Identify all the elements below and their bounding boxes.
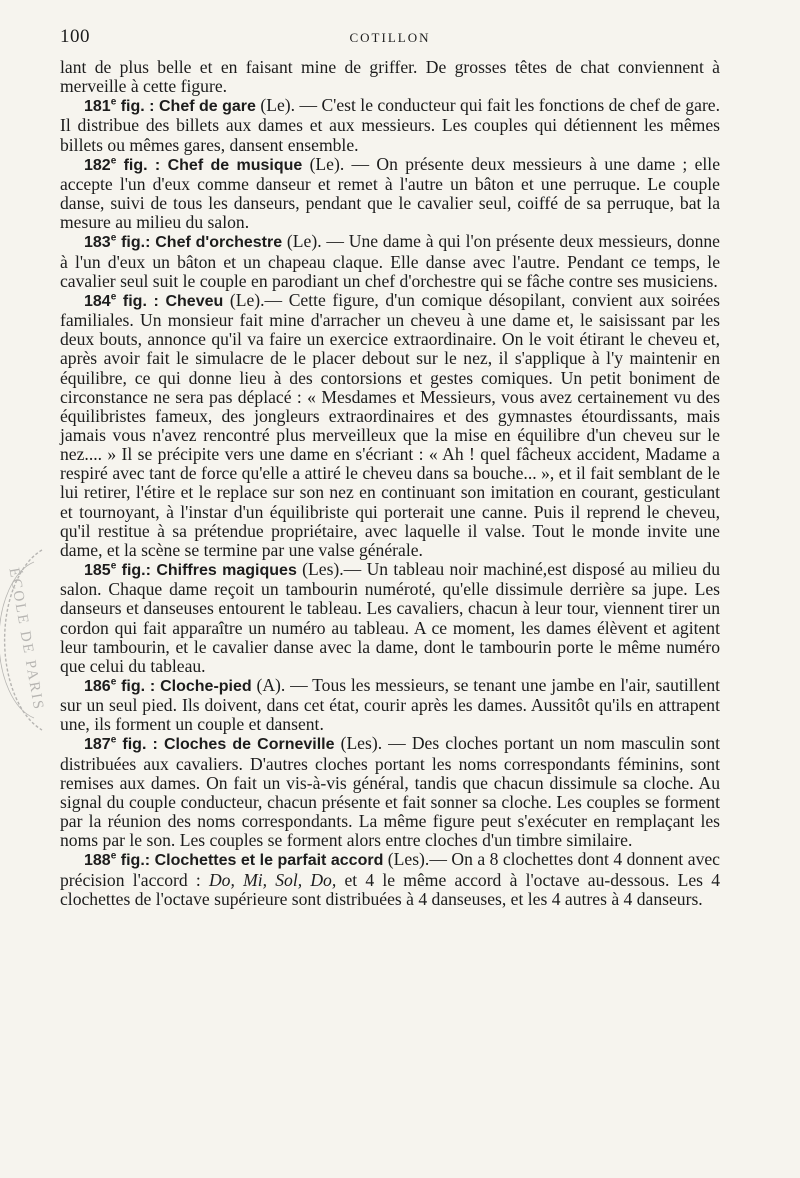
figure-entry-184 <box>60 291 720 560</box>
figure-title: Cheveu <box>165 292 224 310</box>
figure-description: (Le).— Cette figure, d'un comique désopilant, convient aux soirées familiales. Un monsieur fait mine d'arracher un cheveu à une dame et, le saisissant par les deux bouts, annonce qu'il va faire un exercice extraordinaire. On le voit étirant le cheveu et, après avoir fait le simulacre de le placer debout sur le nez, il s'applique à l'y maintenir en équilibre, ce qui donne lieu à des contorsions et gestes comiques. Un petit boniment de circonstance ne sera pas déplacé : « Mesdames et Messieurs, vous avez certainement vu des équilibristes fameux, des jongleurs extraordinaires et des gymnastes étourdissants, mais jamais vous n'avez rencontré plus merveilleux que la mise en équilibre d'un cheveu sur le nez.... » Il se précipite vers une dame en s'écriant : « Ah ! quel fâcheux accident, Madame a respiré avec tant de force qu'elle a attiré le cheveu dans sa bouche... », et il fait semblant de le lui retirer, l'étire et le replace sur son nez en continuant son imitation en courant, gesticulant et tournoyant, à l'instar d'un équilibriste qui porterait une canne. Puis il reprend le cheveu, qu'il restitue à sa prétendue propriétaire, avec laquelle il valse. Tout le monde invite une dame, et la scène se termine par une valse générale. <box>60 289 720 560</box>
figure-description: (Les).— Un tableau noir machiné,est disposé au milieu du salon. Chaque dame reçoit un tambourin numéroté, qu'elle dissimule derrière sa jupe. Les danseurs et danseuses entourent le tableau. Les cavaliers, chacun à leur tour, viennent tirer un cordon qui fait apparaître un numéro au tableau. A ce moment, les dames élèvent et agitent leur tambourin, et le cavalier danse avec la dame, dont le tambourin porte le même numéro que celui du tableau. <box>60 559 720 676</box>
figure-number: 188e fig.: <box>84 851 155 870</box>
running-title: COTILLON <box>349 30 431 45</box>
figure-entry-182 <box>60 155 720 233</box>
figure-entry-183 <box>60 232 720 290</box>
figure-entry-187 <box>60 734 720 850</box>
library-stamp-icon <box>0 540 52 740</box>
body-text <box>60 58 720 909</box>
figure-number: 182e fig. : <box>84 155 168 174</box>
figure-number: 187e fig. : <box>84 735 164 754</box>
figure-number: 184e fig. : <box>84 291 166 310</box>
figure-number: 185e fig.: <box>84 560 157 580</box>
figure-number: 181e fig. : <box>84 96 159 116</box>
figure-entry-185 <box>60 560 720 676</box>
page-number: 100 <box>60 26 90 47</box>
figure-title: Clochettes et le parfait accord <box>154 852 384 870</box>
figure-description-end: et 4 le même accord à l'octave au-dessous. Les 4 clochettes de l'octave supérieure sont distribuées à 4 danseuses, et les 4 autres à 4 danseurs. <box>60 869 720 909</box>
stamp-text: ÉCOLE DE PARIS <box>5 566 47 713</box>
figure-number: 183e fig.: <box>84 233 156 252</box>
figure-entry-186 <box>60 676 720 734</box>
figure-entry-188 <box>60 850 720 908</box>
page-header <box>60 26 720 50</box>
figure-title: Chef de gare <box>158 98 256 116</box>
figure-description: (Les).— On a 8 clochettes dont 4 donnent avec précision l'accord : <box>60 849 720 890</box>
paragraph-continuation: lant de plus belle et en faisant mine de griffer. De grosses têtes de chat conviennent à merveille à cette figure. <box>60 57 720 97</box>
figure-title: Chef d'orchestre <box>155 234 283 252</box>
figure-description: (Le). — Une dame à qui l'on présente deux messieurs, donne à l'un d'eux un bâton et un chapeau claque. Elle danse avec l'autre. Pendant ce temps, le cavalier seul suit le couple en parodiant un chef d'orchestre qui se fâche contre ses musiciens. <box>60 231 720 291</box>
figure-title: Chef de musique <box>167 156 303 174</box>
figure-description: (Le). — C'est le conducteur qui fait les fonctions de chef de gare. Il distribue des billets aux dames et aux messieurs. Les couples qui détiennent les mêmes billets ou mêmes gares, dansent ensemble. <box>60 95 721 155</box>
figure-number: 186e fig. : <box>84 676 161 695</box>
figure-description: (Les). — Des cloches portant un nom masculin sont distribuées aux cavaliers. D'autres cloches portant les noms correspondants féminins, sont remises aux dames. On fait un vis-à-vis général, tandis que chacun dissimule sa cloche. Au signal du couple conducteur, chacun présente et fait sonner sa cloche. Les couples se forment par la réunion des noms correspondants. La même figure peut s'exécuter en remplaçant les noms par le son. Les couples se forment alors entre cloches d'un timbre similaire. <box>60 733 720 851</box>
figure-description: (Le). — On présente deux messieurs à une dame ; elle accepte l'un d'eux comme danseur et remet à l'autre un bâton et une perruque. Le couple danse, suivi de tous les danseurs, pendant que le cavalier seul, coiffé de sa perruque, bat la mesure au milieu du salon. <box>60 153 721 233</box>
figure-title: Chiffres magiques <box>156 562 297 580</box>
figure-title: Cloche-pied <box>160 678 252 695</box>
figure-description: (A). — Tous les messieurs, se tenant une jambe en l'air, sautillent sur un seul pied. Ils doivent, dans cet état, courir après les dames. Aussitôt qu'ils en attrapent une, ils forment un couple et dansent. <box>60 675 720 735</box>
figure-title: Cloches de Corneville <box>163 736 335 754</box>
figure-entry-181 <box>60 96 720 154</box>
musical-notes: Do, Mi, Sol, Do, <box>208 869 337 890</box>
